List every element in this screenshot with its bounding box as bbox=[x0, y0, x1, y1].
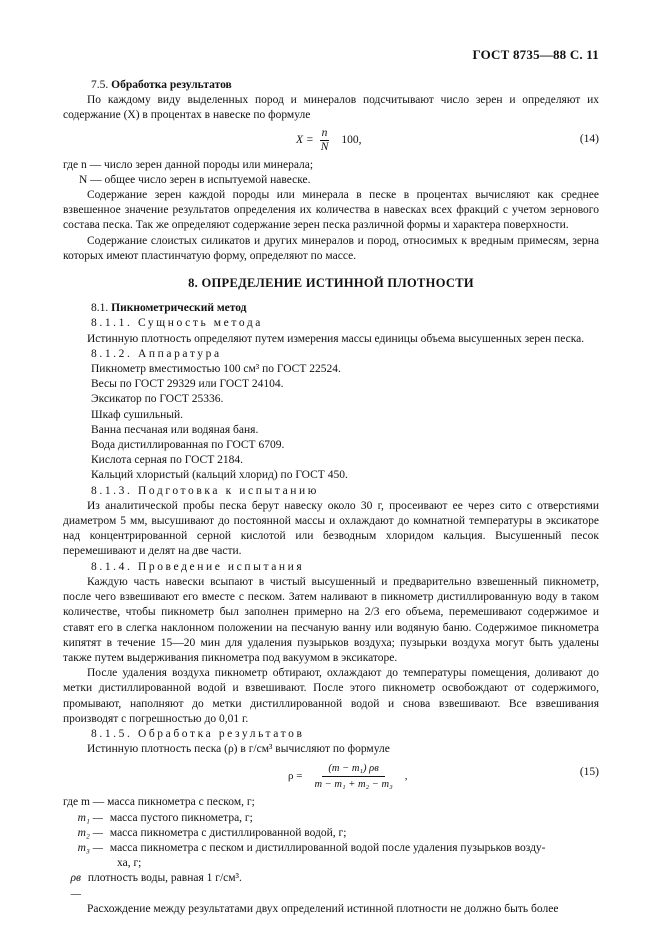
equipment-list bbox=[63, 362, 599, 484]
formula-definitions bbox=[63, 795, 599, 901]
formula-15: ρ = $\frac{\text{(m − m₁) ρв}}{\text{m − m₁ + m₂ − m₃}}$ , (15) bbox=[288, 762, 599, 790]
list-item: Эксикатор по ГОСТ 25336. bbox=[91, 393, 224, 406]
section-heading-8: 8. ОПРЕДЕЛЕНИЕ ИСТИННОЙ ПЛОТНОСТИ bbox=[188, 276, 474, 291]
formula-14: X = $\frac{n}{N}$ 100, (14) bbox=[296, 127, 599, 154]
paragraph: Истинную плотность песка (ρ) в г/см³ вычисляют по формуле bbox=[87, 743, 390, 756]
definition-row: где m — масса пикнометра с песком, г; bbox=[63, 796, 255, 809]
list-item: Кальций хлористый (кальций хлорид) по ГОСТ 450. bbox=[91, 469, 348, 482]
list-item: Весы по ГОСТ 29329 или ГОСТ 24104. bbox=[91, 378, 284, 391]
subsection-title: Пикнометрический метод bbox=[111, 302, 247, 315]
list-item: Ванна песчаная или водяная баня. bbox=[91, 423, 259, 436]
paragraph: Истинную плотность определяют путем измерения массы единицы объема высушенных зерен песка. bbox=[87, 332, 585, 345]
subsection-heading: 8.1.4. Проведение испытания bbox=[91, 560, 305, 573]
paragraph: По каждому виду выделенных пород и минералов подсчитывают число зерен и определяют их содержание (X) в процентах в навеске по формуле bbox=[63, 94, 599, 122]
definition-row: m₂ — масса пикнометра с дистиллированной водой, г; bbox=[77, 826, 347, 839]
where-line: где n — число зерен данной породы или минерала; bbox=[63, 158, 314, 171]
definition-row: m₁ — масса пустого пикнометра, г; bbox=[77, 811, 253, 824]
paragraph: После удаления воздуха пикнометр обтирают, охлаждают до температуры помещения, доливают до метки дистиллированной водой и взвешивают. После этого пикнометр освобождают от содержимого, промывают, наполняют до метки дистиллированной водой и снова взвешивают. Все взвешивания производят с погрешностью до 0,01 г. bbox=[63, 667, 599, 725]
subsection-heading: 8.1.3. Подготовка к испытанию bbox=[91, 484, 319, 497]
definition-row: ρв — плотность воды, равная 1 г/см³. bbox=[70, 872, 242, 900]
list-item: Вода дистиллированная по ГОСТ 6709. bbox=[91, 439, 285, 452]
formula-lhs: ρ = bbox=[288, 769, 303, 782]
paragraph: Из аналитической пробы песка берут навеску около 30 г, просеивают ее через сито с отверстиями диаметром 5 мм, высушивают до постоянной массы и охлаждают до комнатной температуры в эксикаторе над концентрированной серной кислотой или безводным хлоридом кальция. Высушенный песок перемешивают и делят на две части. bbox=[63, 499, 599, 558]
subsection-heading-8-1: 8.1. Пикнометрический метод bbox=[91, 302, 247, 315]
list-item: Пикнометр вместимостью 100 см³ по ГОСТ 22524. bbox=[91, 363, 341, 376]
subsection-heading: 8.1.1. Сущность метода bbox=[91, 317, 264, 330]
equation-number: (15) bbox=[579, 766, 599, 779]
page-header: ГОСТ 8735—88 С. 11 bbox=[472, 47, 599, 62]
section-heading-7-5: 7.5. Обработка результатов bbox=[91, 79, 232, 91]
formula-fraction: $\frac{n}{N}$ bbox=[320, 127, 329, 154]
section-title: Обработка результатов bbox=[111, 79, 232, 91]
paragraph: Каждую часть навески всыпают в чистый высушенный и предварительно взвешенный пикнометр, после чего взвешивают его вместе с песком. Затем наливают в пикнометр дистиллированную воду в таком количестве, чтобы пикнометр был заполнен примерно на 2/3 его объема, перемешивают содержимое и ставят его в слегка наклонном положении на песчаную ванну или водяную баню. Содержимое пикнометра кипятят в течение 15—20 мин для удаления пузырьков воздуха; пузырьки воздуха могут быть удалены также путем выдерживания пикнометра под вакуумом в эксикаторе. bbox=[63, 575, 599, 664]
definition-continuation: ха, г; bbox=[117, 857, 142, 870]
formula-fraction: $\frac{\text{(m − m₁) ρв}}{\text{m − m₁ + m₂ − m₃}}$ bbox=[314, 762, 393, 790]
page-content bbox=[63, 78, 599, 917]
where-line: N — общее число зерен в испытуемой навеске. bbox=[79, 173, 311, 186]
list-item: Шкаф сушильный. bbox=[91, 408, 184, 421]
definition-row: m₃ — масса пикнометра с песком и дистиллированной водой после удаления пузырьков возду- bbox=[77, 841, 546, 854]
formula-lhs: X = bbox=[296, 134, 314, 146]
equation-number: (14) bbox=[579, 132, 599, 145]
list-item: Кислота серная по ГОСТ 2184. bbox=[91, 454, 243, 467]
paragraph: Содержание слоистых силикатов и других минералов и пород, относимых к вредным примесям, зерна которых имеют пластинчатую форму, определяют по массе. bbox=[63, 234, 599, 262]
paragraph: Содержание зерен каждой породы или минерала в песке в процентах вычисляют как среднее взвешенное значение результатов определения их количества в навесках всех фракций с учетом зернового состава песка. Так же определяют содержание зерен песка различной формы и характера поверхности. bbox=[63, 189, 599, 232]
paragraph: Расхождение между результатами двух определений истинной плотности не должно быть более bbox=[87, 902, 559, 915]
subsection-heading: 8.1.5. Обработка результатов bbox=[91, 727, 305, 740]
subsection-heading: 8.1.2. Аппаратура bbox=[91, 347, 222, 360]
